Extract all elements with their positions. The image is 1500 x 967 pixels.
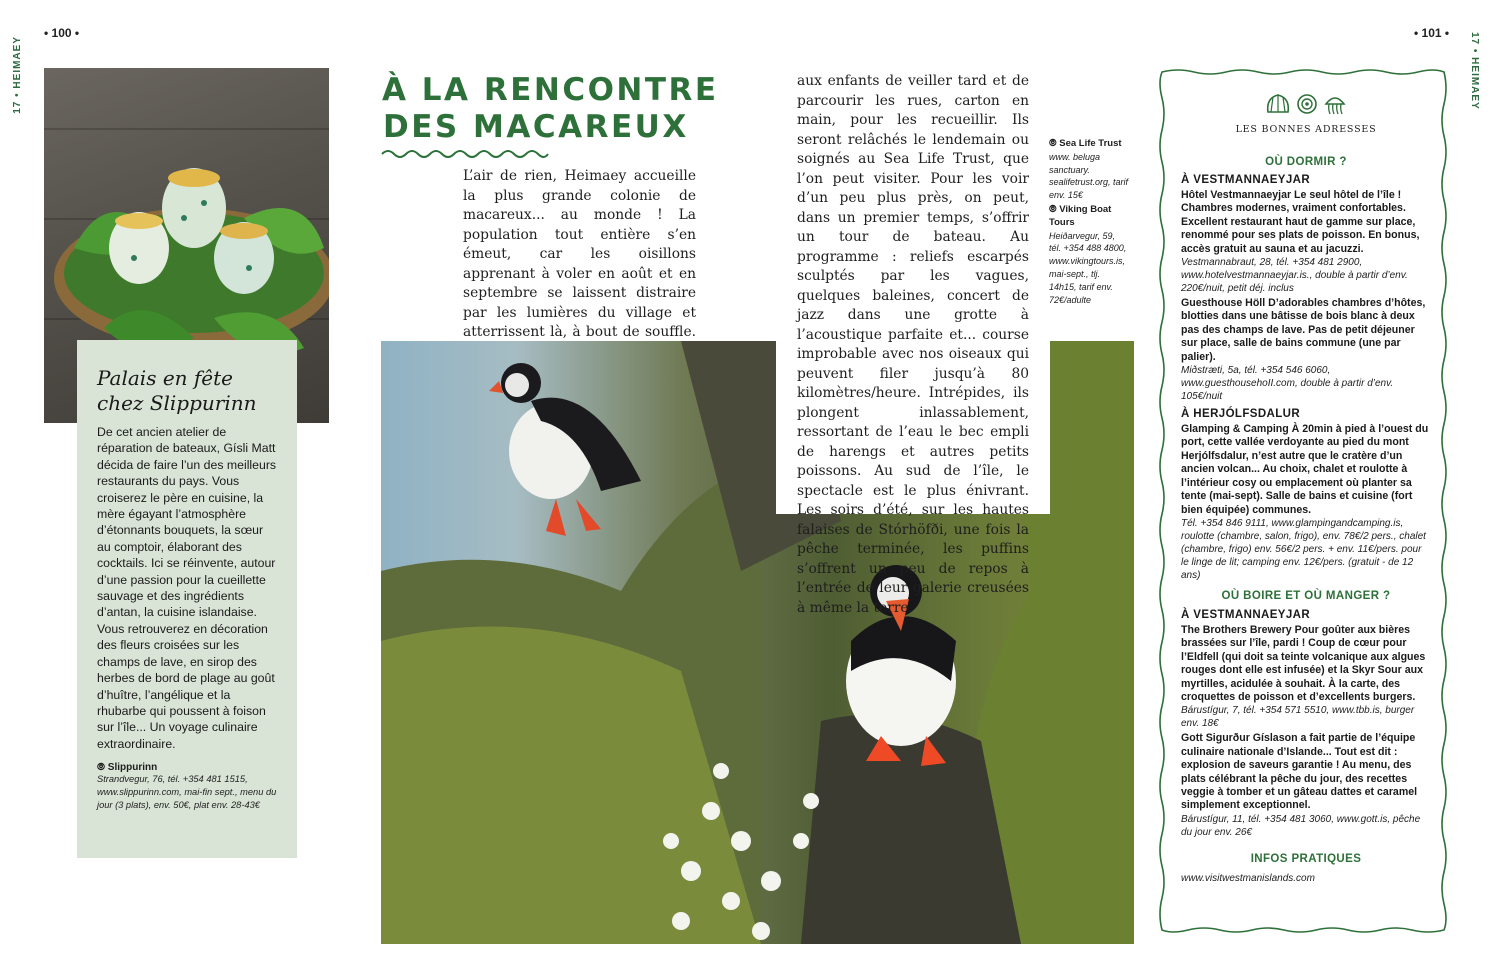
brewery-entry: The Brothers Brewery Pour goûter aux bières brassées sur l’île, pardi ! Coup de cœur pour l’Eldfell (qui doit sa teinte volcanique aux algues rouges dont elle est infusée) et la Skyr Sour aux myrtilles, acidulée à souhait. À la carte, des croquettes de poisson et d’excellents burgers.	[1181, 623, 1426, 703]
section-heading-sleep: OÙ DORMIR ?	[1265, 156, 1347, 168]
article-title	[382, 72, 719, 146]
note-details: www. beluga sanctuary. sealifetrust.org, tarif env. 15€	[1049, 151, 1129, 201]
sidebar-box	[77, 340, 297, 858]
running-head-left: 17 • HEIMAEY	[12, 36, 23, 114]
article-title-line1: À LA RENCONTRE	[382, 72, 719, 108]
page-number-right: • 101 •	[1414, 26, 1450, 40]
location-heading: À VESTMANNAEYJAR	[1181, 608, 1311, 621]
running-head-right: 17 • HEIMAEY	[1469, 32, 1480, 110]
page-number-left: • 100 •	[44, 26, 80, 40]
note-name: ⦾ Viking Boat Tours	[1049, 203, 1112, 228]
note-name: ⦾ Sea Life Trust	[1049, 138, 1122, 149]
hotel-entry: Hôtel Vestmannaeyjar Le seul hôtel de l’île ! Chambres modernes, vraiment confortables. Excellent restaurant haut de gamme sur place, renommé pour ses plats de poisson. En bonus, accès gratuit au sauna et au jacuzzi.	[1181, 189, 1420, 255]
sidebar-address-name: ⦾ Slippurinn	[97, 762, 158, 774]
glamping-entry: Glamping & Camping À 20min à pied à l’ouest du port, cette vallée verdoyante au pied du mont Herjólfsdalur, n’est autre que le cratère d’un ancien volcan... Au choix, chalet et roulotte à l’intérieur cosy ou emplacement où planter sa tente (mai-sept). Salle de bains et cuisine (fort bien équipée) communes.	[1181, 423, 1429, 516]
location-heading: À VESTMANNAEYJAR	[1181, 174, 1311, 186]
article-title-line2: DES MACAREUX	[383, 109, 689, 145]
gott-entry: Gott Sigurður Gíslason a fait partie de l’équipe culinaire nationale d’Islande... Tout est dit : explosion de saveurs garantie ! Au menu, des plats célébrant la pêche du jour, des recettes veggie à tomber et un gâteau dattes et caramel simplement exceptionnel.	[1181, 732, 1418, 812]
brewery-info: Bárustígur, 7, tél. +354 571 5510, www.tbb.is, burger env. 18€	[1181, 705, 1415, 730]
gott-info: Bárustígur, 11, tél. +354 481 3060, www.gott.is, pêche du jour env. 26€	[1181, 813, 1421, 838]
section-heading-eat: OÙ BOIRE ET OÙ MANGER ?	[1221, 589, 1391, 602]
sidebar-body: De cet ancien atelier de réparation de bateaux, Gísli Matt décida de faire l’un des meilleurs restaurants du pays. Vous croiserez le père en cuisine, la mère égayant l’atmosphère d’étonnants bouquets, la sœur au comptoir, élaborant des cocktails. Ici se réinvente, autour d’une passion pour la cueillette sauvage et des ingrédients d’antan, la cuisine islandaise. Vous retrouverez en décoration des fleurs croisées sur les champs de lave, en sirop des herbes de bord de plage au goût d’huître, l’angélique et la rhubarbe qui poussent à foison sur l’île... Un voyage culinaire extraordinaire.	[97, 425, 277, 751]
sidebar-title	[97, 366, 279, 416]
location-heading: À HERJÓLFSDALUR	[1181, 408, 1301, 421]
sidebar-address: Strandvegur, 76, tél. +354 481 1515, www.slippurinn.com, mai-fin sept., menu du jour (3 plats), env. 50€, plat env. 28-43€	[97, 774, 277, 811]
article-column-2: aux enfants de veiller tard et de parcourir les rues, carton en main, pour les recueillir. Ils seront relâchés le lendemain ou soignés au Sea Life Trust, que l’on peut visiter. Pour les voir d’un peu plus près, on peut, dans un premier temps, s’offrir un tour de bateau. Au programme : reliefs escarpés sculptés par les vagues, quelques baleines, concert de jazz dans une grotte à l’acoustique parfaite et... course improbable avec nos oiseaux qui peuvent filer jusqu’à 80 kilomètres/heure. Intrépides, ils plongent inlassablement, ressortant de l’eau le bec empli de harengs et autres petits poissons. Au sud de l’île, le spectacle est le plus énivrant. Les soirs d’été, sur les hautes falaises de Stórhöfði, une fois la pêche terminée, les puffins s’offrent un peu de repos à l’entrée de leur galerie creusées à même la terre.	[797, 73, 1029, 616]
jellyfish-icon	[1323, 92, 1347, 116]
addresses-content	[1181, 90, 1431, 885]
shell-icon	[1265, 92, 1291, 116]
snail-icon	[1295, 92, 1319, 116]
guesthouse-info: Miðstræti, 5a, tél. +354 546 6060, www.guesthousehoII.com, double à partir d’env. 105€/nuit	[1181, 365, 1394, 403]
side-notes	[1049, 138, 1129, 306]
wave-ornament-icon	[380, 146, 550, 160]
glamping-info: Tél. +354 846 9111, www.glampingandcamping.is, roulotte (chambre, salon, frigo), env. 78€/2 pers., chalet (chambre, frigo) env. 56€/2 pers. + env. 11€/pers. pour le linge de lit; camping env. 12€/pers. (gratuit - de 12 ans)	[1181, 517, 1426, 581]
article-intro: L’air de rien, Heimaey accueille la plus grande colonie de macareux... au monde ! La population tout entière s’en émeut, car les oisillons apprenant à voler en août et en septembre se laissent distraire par les lumières du village et atterrissent là, à bout de souffle.	[463, 168, 696, 340]
infos-url: www.visitwestmanislands.com	[1181, 872, 1315, 884]
addresses-title: LES BONNES ADRESSES	[1235, 124, 1377, 135]
note-details: Heiðarvegur, 59, tél. +354 488 4800, www.vikingtours.is, mai-sept., tlj. 14h15, tarif env. 72€/adulte	[1049, 230, 1127, 305]
guesthouse-entry: Guesthouse Höll D’adorables chambres d’hôtes, blotties dans une bâtisse de bois blanc à deux pas des champs de lave. Pas de petit déjeuner sur place, salle de bains commune (une par palier).	[1181, 297, 1426, 363]
section-heading-infos: INFOS PRATIQUES	[1250, 852, 1362, 865]
hotel-info: Vestmannabraut, 28, tél. +354 481 2900, www.hotelvestmannaeyjar.is., double à partir d’env. 220€/nuit, petit déj. inclus	[1181, 257, 1408, 295]
addresses-logos	[1181, 90, 1431, 118]
sidebar-title-line2: chez Slippurinn	[97, 391, 257, 415]
sidebar-title-line1: Palais en fête	[97, 366, 234, 390]
